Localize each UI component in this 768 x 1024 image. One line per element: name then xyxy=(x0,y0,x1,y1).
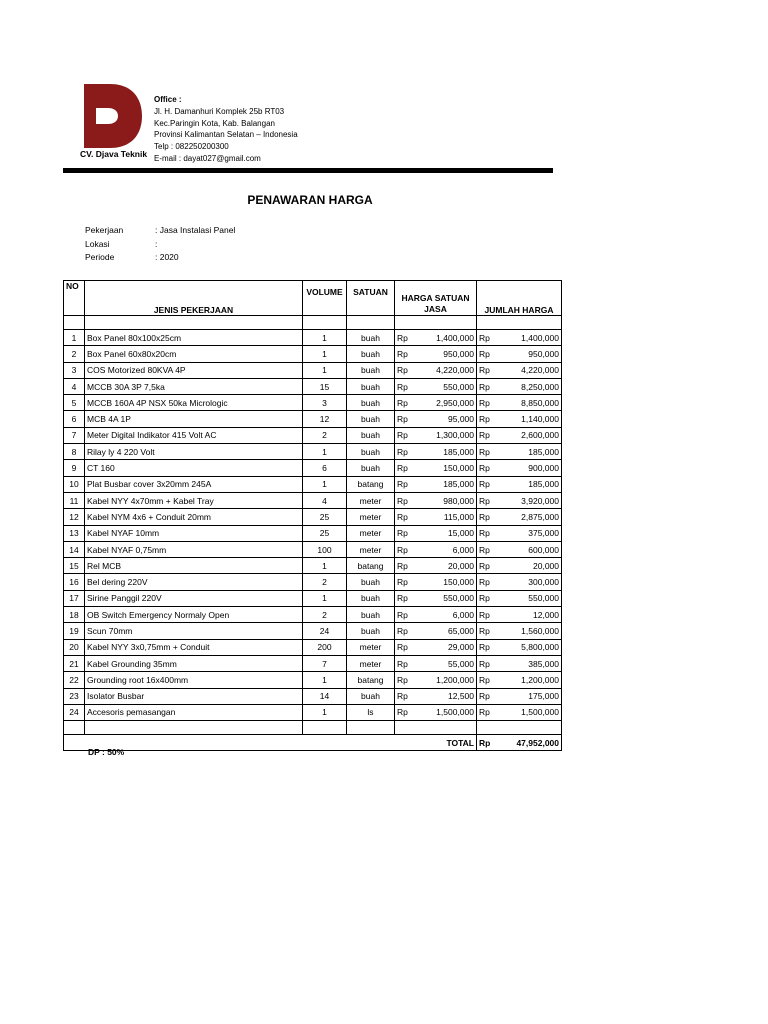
row-price xyxy=(395,655,477,671)
row-no: 11 xyxy=(64,492,85,508)
row-total xyxy=(477,378,562,394)
row-total-value: 300,000 xyxy=(528,577,559,588)
currency-label: Rp xyxy=(479,560,490,571)
total-row xyxy=(64,735,562,751)
row-price-value: 950,000 xyxy=(443,348,474,359)
row-item: Kabel Grounding 35mm xyxy=(85,655,303,671)
currency-label: Rp xyxy=(397,495,408,506)
row-total-value: 1,500,000 xyxy=(521,707,559,718)
row-volume: 1 xyxy=(303,590,347,606)
table-header-row xyxy=(64,281,562,316)
row-volume: 25 xyxy=(303,509,347,525)
row-price-value: 55,000 xyxy=(448,658,474,669)
row-volume: 6 xyxy=(303,460,347,476)
office-line: Telp : 082250200300 xyxy=(154,142,229,152)
row-unit: batang xyxy=(347,558,395,574)
row-no: 18 xyxy=(64,607,85,623)
row-item: Bel dering 220V xyxy=(85,574,303,590)
row-price-value: 20,000 xyxy=(448,560,474,571)
row-item: COS Motorized 80KVA 4P xyxy=(85,362,303,378)
row-no: 14 xyxy=(64,541,85,557)
row-total xyxy=(477,444,562,460)
row-volume: 3 xyxy=(303,395,347,411)
header-jenis: JENIS PEKERJAAN xyxy=(85,281,303,316)
row-total-value: 185,000 xyxy=(528,446,559,457)
header-harga: HARGA SATUAN JASA xyxy=(395,281,477,316)
row-item: Kabel NYM 4x6 + Conduit 20mm xyxy=(85,509,303,525)
row-price xyxy=(395,672,477,688)
row-no: 17 xyxy=(64,590,85,606)
row-volume: 4 xyxy=(303,492,347,508)
row-unit: buah xyxy=(347,362,395,378)
row-unit: buah xyxy=(347,590,395,606)
company-logo xyxy=(84,84,142,148)
periode-label: Periode xyxy=(85,252,115,262)
row-item: MCB 4A 1P xyxy=(85,411,303,427)
row-price xyxy=(395,330,477,346)
row-total-value: 12,000 xyxy=(533,609,559,620)
row-no: 7 xyxy=(64,427,85,443)
table-row xyxy=(64,574,562,590)
row-unit: buah xyxy=(347,411,395,427)
table-row xyxy=(64,639,562,655)
company-name: CV. Djava Teknik xyxy=(80,149,148,159)
dp-note: DP : 50% xyxy=(88,747,125,757)
row-volume: 25 xyxy=(303,525,347,541)
row-no: 12 xyxy=(64,509,85,525)
table-row xyxy=(64,346,562,362)
row-unit: meter xyxy=(347,655,395,671)
row-volume: 1 xyxy=(303,672,347,688)
currency-label: Rp xyxy=(479,430,490,441)
row-item: OB Switch Emergency Normaly Open xyxy=(85,607,303,623)
table-spacer-row xyxy=(64,316,562,330)
row-item: Rilay ly 4 220 Volt xyxy=(85,444,303,460)
periode-value: : 2020 xyxy=(155,252,179,262)
row-volume: 1 xyxy=(303,704,347,720)
row-price-value: 6,000 xyxy=(452,609,474,620)
row-total xyxy=(477,623,562,639)
row-unit: buah xyxy=(347,346,395,362)
row-item: Accesoris pemasangan xyxy=(85,704,303,720)
row-total xyxy=(477,492,562,508)
total-value xyxy=(477,735,562,751)
row-volume: 1 xyxy=(303,476,347,492)
row-volume: 14 xyxy=(303,688,347,704)
currency-label: Rp xyxy=(479,332,490,343)
office-line: Jl. H. Damanhuri Komplek 25b RT03 xyxy=(154,106,285,116)
row-price xyxy=(395,476,477,492)
row-price-value: 150,000 xyxy=(443,577,474,588)
row-no: 9 xyxy=(64,460,85,476)
table-row xyxy=(64,509,562,525)
row-item: Scun 70mm xyxy=(85,623,303,639)
row-no: 1 xyxy=(64,330,85,346)
table-row xyxy=(64,558,562,574)
row-unit: buah xyxy=(347,623,395,639)
currency-label: Rp xyxy=(397,544,408,555)
row-total-value: 8,850,000 xyxy=(521,397,559,408)
row-total xyxy=(477,362,562,378)
currency-label: Rp xyxy=(397,479,408,490)
row-total xyxy=(477,476,562,492)
row-unit: buah xyxy=(347,574,395,590)
pekerjaan-label: Pekerjaan xyxy=(85,225,124,235)
row-no: 6 xyxy=(64,411,85,427)
d-logo-icon xyxy=(84,84,142,148)
currency-label: Rp xyxy=(397,691,408,702)
row-price-value: 550,000 xyxy=(443,593,474,604)
currency-label: Rp xyxy=(479,348,490,359)
row-unit: meter xyxy=(347,525,395,541)
row-volume: 1 xyxy=(303,346,347,362)
row-total xyxy=(477,509,562,525)
row-no: 21 xyxy=(64,655,85,671)
currency-label: Rp xyxy=(397,381,408,392)
row-volume: 12 xyxy=(303,411,347,427)
currency-label: Rp xyxy=(397,430,408,441)
table-row xyxy=(64,476,562,492)
project-info xyxy=(85,225,235,266)
row-total xyxy=(477,427,562,443)
lokasi-value: : xyxy=(155,238,158,249)
row-no: 10 xyxy=(64,476,85,492)
table-row xyxy=(64,395,562,411)
currency-label: Rp xyxy=(479,414,490,425)
office-address xyxy=(154,94,298,165)
row-price xyxy=(395,378,477,394)
row-price xyxy=(395,558,477,574)
row-total-value: 375,000 xyxy=(528,528,559,539)
currency-label: Rp xyxy=(397,397,408,408)
row-item: Plat Busbar cover 3x20mm 245A xyxy=(85,476,303,492)
table-row xyxy=(64,444,562,460)
row-no: 2 xyxy=(64,346,85,362)
currency-label: Rp xyxy=(397,332,408,343)
row-price-value: 1,300,000 xyxy=(436,430,474,441)
row-no: 3 xyxy=(64,362,85,378)
row-total xyxy=(477,639,562,655)
row-volume: 1 xyxy=(303,558,347,574)
row-volume: 2 xyxy=(303,607,347,623)
currency-label: Rp xyxy=(479,658,490,669)
row-item: MCCB 30A 3P 7,5ka xyxy=(85,378,303,394)
row-price xyxy=(395,590,477,606)
row-total xyxy=(477,655,562,671)
row-total-value: 175,000 xyxy=(528,691,559,702)
table-row xyxy=(64,427,562,443)
currency-label: Rp xyxy=(397,577,408,588)
row-volume: 2 xyxy=(303,574,347,590)
row-volume: 15 xyxy=(303,378,347,394)
row-price xyxy=(395,704,477,720)
table-row xyxy=(64,623,562,639)
row-no: 4 xyxy=(64,378,85,394)
row-unit: buah xyxy=(347,444,395,460)
table-row xyxy=(64,704,562,720)
row-price-value: 2,950,000 xyxy=(436,397,474,408)
row-no: 5 xyxy=(64,395,85,411)
row-unit: buah xyxy=(347,395,395,411)
row-price-value: 1,400,000 xyxy=(436,332,474,343)
row-unit: buah xyxy=(347,460,395,476)
currency-label: Rp xyxy=(479,544,490,555)
currency-label: Rp xyxy=(479,642,490,653)
row-price xyxy=(395,525,477,541)
row-item: Kabel NYAF 10mm xyxy=(85,525,303,541)
currency-label: Rp xyxy=(397,560,408,571)
row-unit: batang xyxy=(347,476,395,492)
row-item: Kabel NYY 4x70mm + Kabel Tray xyxy=(85,492,303,508)
row-no: 16 xyxy=(64,574,85,590)
row-total-value: 1,400,000 xyxy=(521,332,559,343)
currency-label: Rp xyxy=(479,609,490,620)
row-total-value: 2,875,000 xyxy=(521,511,559,522)
row-price-value: 185,000 xyxy=(443,479,474,490)
document-title: PENAWARAN HARGA xyxy=(247,193,373,207)
currency-label: Rp xyxy=(397,674,408,685)
header-volume: VOLUME xyxy=(303,281,347,316)
row-price-value: 15,000 xyxy=(448,528,474,539)
row-price xyxy=(395,623,477,639)
lokasi-label: Lokasi xyxy=(85,238,110,249)
row-price xyxy=(395,574,477,590)
row-unit: ls xyxy=(347,704,395,720)
table-row xyxy=(64,330,562,346)
currency-label: Rp xyxy=(479,495,490,506)
currency-label: Rp xyxy=(479,463,490,474)
row-price-value: 29,000 xyxy=(448,642,474,653)
row-item: Rel MCB xyxy=(85,558,303,574)
row-total-value: 600,000 xyxy=(528,544,559,555)
table-row xyxy=(64,672,562,688)
table-row xyxy=(64,492,562,508)
row-no: 22 xyxy=(64,672,85,688)
row-unit: batang xyxy=(347,672,395,688)
row-volume: 7 xyxy=(303,655,347,671)
currency-label: Rp xyxy=(479,511,490,522)
row-total xyxy=(477,346,562,362)
row-total xyxy=(477,672,562,688)
row-price xyxy=(395,639,477,655)
row-price xyxy=(395,411,477,427)
row-total-value: 900,000 xyxy=(528,463,559,474)
row-price-value: 550,000 xyxy=(443,381,474,392)
row-price-value: 6,000 xyxy=(452,544,474,555)
row-price-value: 95,000 xyxy=(448,414,474,425)
row-price-value: 980,000 xyxy=(443,495,474,506)
currency-label: Rp xyxy=(479,577,490,588)
row-total-value: 385,000 xyxy=(528,658,559,669)
row-price xyxy=(395,607,477,623)
row-total xyxy=(477,607,562,623)
row-price-value: 1,500,000 xyxy=(436,707,474,718)
currency-label: Rp xyxy=(479,737,491,748)
office-line: Kec.Paringin Kota, Kab. Balangan xyxy=(154,118,275,128)
row-item: Meter Digital Indikator 415 Volt AC xyxy=(85,427,303,443)
row-volume: 1 xyxy=(303,444,347,460)
office-line: Provinsi Kalimantan Selatan – Indonesia xyxy=(154,130,298,140)
header-no: NO xyxy=(64,281,85,316)
row-unit: buah xyxy=(347,607,395,623)
row-total xyxy=(477,688,562,704)
currency-label: Rp xyxy=(397,625,408,636)
row-total-value: 5,800,000 xyxy=(521,642,559,653)
row-item: Kabel NYY 3x0,75mm + Conduit xyxy=(85,639,303,655)
row-volume: 1 xyxy=(303,330,347,346)
currency-label: Rp xyxy=(397,414,408,425)
row-no: 8 xyxy=(64,444,85,460)
currency-label: Rp xyxy=(397,528,408,539)
row-total xyxy=(477,525,562,541)
table-row xyxy=(64,607,562,623)
row-volume: 100 xyxy=(303,541,347,557)
currency-label: Rp xyxy=(479,707,490,718)
row-item: Kabel NYAF 0,75mm xyxy=(85,541,303,557)
currency-label: Rp xyxy=(397,642,408,653)
row-unit: buah xyxy=(347,688,395,704)
row-price xyxy=(395,362,477,378)
row-price xyxy=(395,346,477,362)
row-total xyxy=(477,574,562,590)
row-no: 20 xyxy=(64,639,85,655)
row-no: 15 xyxy=(64,558,85,574)
row-total-value: 1,140,000 xyxy=(521,414,559,425)
row-volume: 200 xyxy=(303,639,347,655)
table-row xyxy=(64,525,562,541)
row-item: Box Panel 60x80x20cm xyxy=(85,346,303,362)
table-row xyxy=(64,655,562,671)
currency-label: Rp xyxy=(479,674,490,685)
currency-label: Rp xyxy=(479,479,490,490)
office-line: E-mail : dayat027@gmail.com xyxy=(154,153,261,163)
row-total-value: 2,600,000 xyxy=(521,430,559,441)
row-price-value: 115,000 xyxy=(443,511,474,522)
table-row xyxy=(64,411,562,427)
row-unit: buah xyxy=(347,427,395,443)
row-total-value: 1,200,000 xyxy=(521,674,559,685)
row-total xyxy=(477,330,562,346)
currency-label: Rp xyxy=(397,609,408,620)
table-row xyxy=(64,688,562,704)
row-total xyxy=(477,395,562,411)
currency-label: Rp xyxy=(397,463,408,474)
row-total-value: 1,560,000 xyxy=(521,625,559,636)
header-jumlah: JUMLAH HARGA xyxy=(477,281,562,316)
row-total xyxy=(477,590,562,606)
currency-label: Rp xyxy=(397,658,408,669)
currency-label: Rp xyxy=(397,348,408,359)
row-unit: meter xyxy=(347,492,395,508)
row-volume: 1 xyxy=(303,362,347,378)
table-spacer-row xyxy=(64,721,562,735)
office-title: Office : xyxy=(154,95,182,104)
row-item: Box Panel 80x100x25cm xyxy=(85,330,303,346)
pekerjaan-value: : Jasa Instalasi Panel xyxy=(155,225,236,235)
currency-label: Rp xyxy=(479,691,490,702)
row-no: 19 xyxy=(64,623,85,639)
currency-label: Rp xyxy=(397,593,408,604)
currency-label: Rp xyxy=(479,593,490,604)
currency-label: Rp xyxy=(397,707,408,718)
currency-label: Rp xyxy=(397,446,408,457)
row-volume: 2 xyxy=(303,427,347,443)
currency-label: Rp xyxy=(479,397,490,408)
header-satuan: SATUAN xyxy=(347,281,395,316)
table-row xyxy=(64,362,562,378)
row-price xyxy=(395,395,477,411)
row-total-value: 185,000 xyxy=(528,479,559,490)
price-table xyxy=(63,280,562,751)
row-item: MCCB 160A 4P NSX 50ka Micrologic xyxy=(85,395,303,411)
row-total-value: 20,000 xyxy=(533,560,559,571)
table-row xyxy=(64,541,562,557)
currency-label: Rp xyxy=(479,625,490,636)
currency-label: Rp xyxy=(479,365,490,376)
row-item: CT 160 xyxy=(85,460,303,476)
row-item: Isolator Busbar xyxy=(85,688,303,704)
row-total-value: 550,000 xyxy=(528,593,559,604)
row-price xyxy=(395,688,477,704)
row-total xyxy=(477,541,562,557)
row-total xyxy=(477,460,562,476)
row-price xyxy=(395,427,477,443)
currency-label: Rp xyxy=(397,365,408,376)
row-price-value: 12,500 xyxy=(448,691,474,702)
row-item: Sirine Panggil 220V xyxy=(85,590,303,606)
row-total xyxy=(477,411,562,427)
row-total-value: 4,220,000 xyxy=(521,365,559,376)
table-row xyxy=(64,460,562,476)
table-row xyxy=(64,590,562,606)
row-price-value: 65,000 xyxy=(448,625,474,636)
currency-label: Rp xyxy=(397,511,408,522)
row-price-value: 185,000 xyxy=(443,446,474,457)
currency-label: Rp xyxy=(479,528,490,539)
row-no: 13 xyxy=(64,525,85,541)
row-price xyxy=(395,492,477,508)
currency-label: Rp xyxy=(479,446,490,457)
row-unit: buah xyxy=(347,378,395,394)
row-volume: 24 xyxy=(303,623,347,639)
row-total-value: 8,250,000 xyxy=(521,381,559,392)
header-divider xyxy=(63,168,553,173)
row-unit: meter xyxy=(347,639,395,655)
row-price-value: 4,220,000 xyxy=(436,365,474,376)
row-price-value: 150,000 xyxy=(443,463,474,474)
row-price-value: 1,200,000 xyxy=(436,674,474,685)
row-total xyxy=(477,704,562,720)
row-unit: meter xyxy=(347,509,395,525)
total-label: TOTAL xyxy=(64,735,477,751)
row-no: 24 xyxy=(64,704,85,720)
row-price xyxy=(395,444,477,460)
row-total-value: 3,920,000 xyxy=(521,495,559,506)
table-row xyxy=(64,378,562,394)
currency-label: Rp xyxy=(479,381,490,392)
row-price xyxy=(395,509,477,525)
row-price xyxy=(395,541,477,557)
row-total-value: 950,000 xyxy=(528,348,559,359)
row-price xyxy=(395,460,477,476)
row-item: Grounding root 16x400mm xyxy=(85,672,303,688)
row-total xyxy=(477,558,562,574)
row-unit: meter xyxy=(347,541,395,557)
row-no: 23 xyxy=(64,688,85,704)
row-unit: buah xyxy=(347,330,395,346)
total-value-value: 47,952,000 xyxy=(516,737,559,748)
